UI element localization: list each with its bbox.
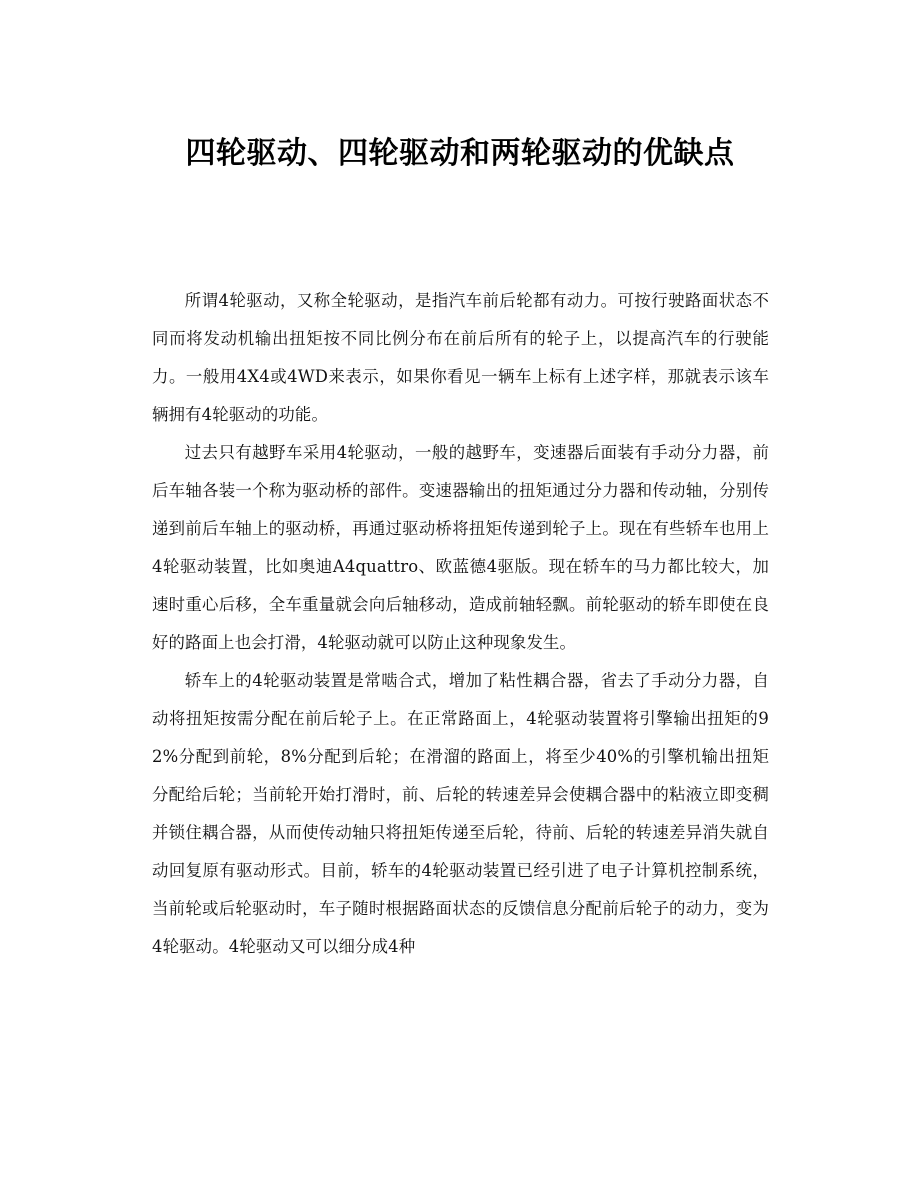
page-title: 四轮驱动、四轮驱动和两轮驱动的优缺点 <box>185 136 735 172</box>
paragraph-3: 轿车上的4轮驱动装置是常啮合式，增加了粘性耦合器，省去了手动分力器，自动将扭矩按需分配在前后轮子上。在正常路面上，4轮驱动装置将引擎输出扭矩的92%分配到前轮，8%分配到后轮；在滑溜的路面上，将至少40%的引擎机输出扭矩分配给后轮；当前轮开始打滑时，前、后轮的转速差异会使耦合器中的粘液立即变稠并锁住耦合器，从而使传动轴只将扭矩传递至后轮，待前、后轮的转速差异消失就自动回复原有驱动形式。目前，轿车的4轮驱动装置已经引进了电子计算机控制系统，当前轮或后轮驱动时，车子随时根据路面状态的反馈信息分配前后轮子的动力，变为4轮驱动。4轮驱动又可以细分成4种 <box>152 671 769 956</box>
paragraph-1: 所谓4轮驱动，又称全轮驱动，是指汽车前后轮都有动力。可按行驶路面状态不同而将发动机输出扭矩按不同比例分布在前后所有的轮子上，以提高汽车的行驶能力。一般用4X4或4WD来表示，如果你看见一辆车上标有上述字样，那就表示该车辆拥有4轮驱动的功能。 <box>152 291 769 424</box>
paragraph-2: 过去只有越野车采用4轮驱动，一般的越野车，变速器后面装有手动分力器，前后车轴各装一个称为驱动桥的部件。变速器输出的扭矩通过分力器和传动轴，分别传递到前后车轴上的驱动桥，再通过驱动桥将扭矩传递到轮子上。现在有些轿车也用上4轮驱动装置，比如奥迪A4quattro、欧蓝德4驱版。现在轿车的马力都比较大，加速时重心后移，全车重量就会向后轴移动，造成前轴轻飘。前轮驱动的轿车即使在良好的路面上也会打滑，4轮驱动就可以防止这种现象发生。 <box>152 443 769 652</box>
document-body <box>152 282 769 966</box>
